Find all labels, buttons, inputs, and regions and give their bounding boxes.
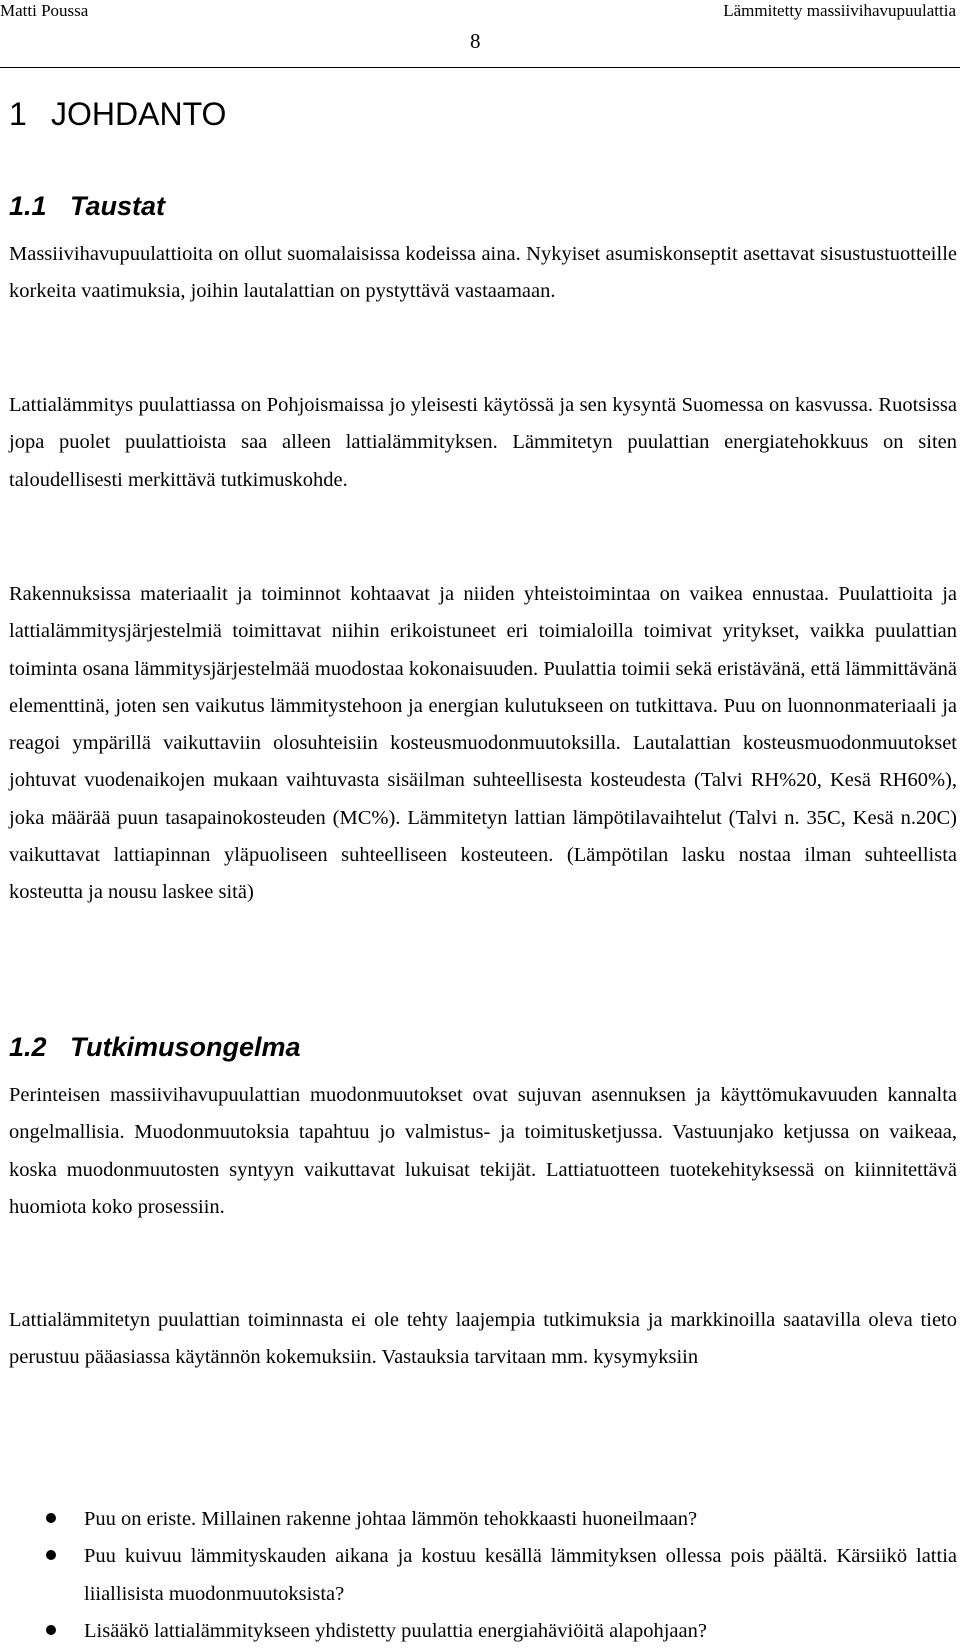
list-item-text: Puu kuivuu lämmityskauden aikana ja kostuu kesällä lämmityksen ollessa pois päältä. Kärsiikö lattia liiallisista muodonmuutoksista? [84,1545,957,1605]
question-list [0,1501,960,1650]
chapter-number: 1 [9,96,27,132]
list-item-text: Puu on eriste. Millainen rakenne johtaa lämmön tehokkaasti huoneilmaan? [84,1508,698,1530]
section-number: 1.1 [9,191,47,221]
section-heading-taustat [9,189,165,223]
paragraph: Rakennuksissa materiaalit ja toiminnot kohtaavat ja niiden yhteistoimintaa on vaikea ennustaa. Puulattioita ja lattialämmitysjärjestelmiä toimittavat niihin erikoistuneet eri toimialoilla toimivat yritykset, vaikka puulattian toiminta osana lämmitysjärjestelmää muodostaa kokonaisuuden. Puulattia toimii sekä eristävänä, että lämmittävänä elementtinä, joten sen vaikutus lämmitystehoon ja energian kulutukseen on tutkittava. Puu on luonnonmateriaali ja reagoi ympärillä vaikuttaviin olosuhteisiin kosteusmuodonmuutoksilla. Lautalattian kosteusmuodonmuutokset johtuvat vuodenaikojen mukaan vaihtuvasta sisäilman suhteellisesta kosteudesta (Talvi RH%20, Kesä RH60%), joka määrää puun tasapainokosteuden (MC%). Lämmitetyn lattian lämpötilavaihtelut (Talvi n. 35C, Kesä n.20C) vaikuttavat lattiapinnan yläpuoliseen suhteelliseen kosteuteen. (Lämpötilan lasku nostaa ilman suhteellista kosteutta ja nousu laskee sitä) [9,583,957,904]
bullet-icon [46,1625,56,1635]
chapter-heading [9,94,226,134]
section-number: 1.2 [9,1032,47,1062]
section-title: Taustat [70,191,166,221]
header-title: Lämmitetty massiivihavupuulattia [723,1,956,20]
header-divider [0,67,960,68]
bullet-icon [46,1550,56,1560]
section-title: Tutkimusongelma [70,1032,301,1062]
list-item [0,1538,960,1613]
chapter-title: JOHDANTO [51,96,227,132]
list-item [0,1613,960,1650]
list-item [0,1501,960,1538]
paragraph: Lattialämmitys puulattiassa on Pohjoismaissa jo yleisesti käytössä ja sen kysyntä Suomessa on kasvussa. Ruotsissa jopa puolet puulattioista saa alleen lattialämmityksen. Lämmitetyn puulattian energiatehokkuus on siten taloudellisesti merkittävä tutkimuskohde. [9,394,957,491]
header-author: Matti Poussa [0,1,89,20]
paragraph: Perinteisen massiivihavupuulattian muodonmuutokset ovat sujuvan asennuksen ja käyttömukavuuden kannalta ongelmallisia. Muodonmuutoksia tapahtuu jo valmistus- ja toimitusketjussa. Vastuunjako ketjussa on vaikeaa, koska muodonmuutosten syntyyn vaikuttavat lukuisat tekijät. Lattiatuotteen tuotekehityksessä on kiinnitettävä huomiota koko prosessiin. [9,1084,957,1218]
paragraph: Lattialämmitetyn puulattian toiminnasta ei ole tehty laajempia tutkimuksia ja markkinoilla saatavilla oleva tieto perustuu pääasiassa käytännön kokemuksiin. Vastauksia tarvitaan mm. kysymyksiin [9,1309,957,1369]
section-heading-tutkimusongelma [9,1030,301,1064]
running-header [0,0,960,24]
bullet-icon [46,1513,56,1523]
paragraph: Massiivihavupuulattioita on ollut suomalaisissa kodeissa aina. Nykyiset asumiskonseptit asettavat sisustustuotteille korkeita vaatimuksia, joihin lautalattian on pystyttävä vastaamaan. [9,243,957,303]
page-number: 8 [470,29,481,53]
list-item-text: Lisääkö lattialämmitykseen yhdistetty puulattia energiahäviöitä alapohjaan? [84,1619,707,1642]
